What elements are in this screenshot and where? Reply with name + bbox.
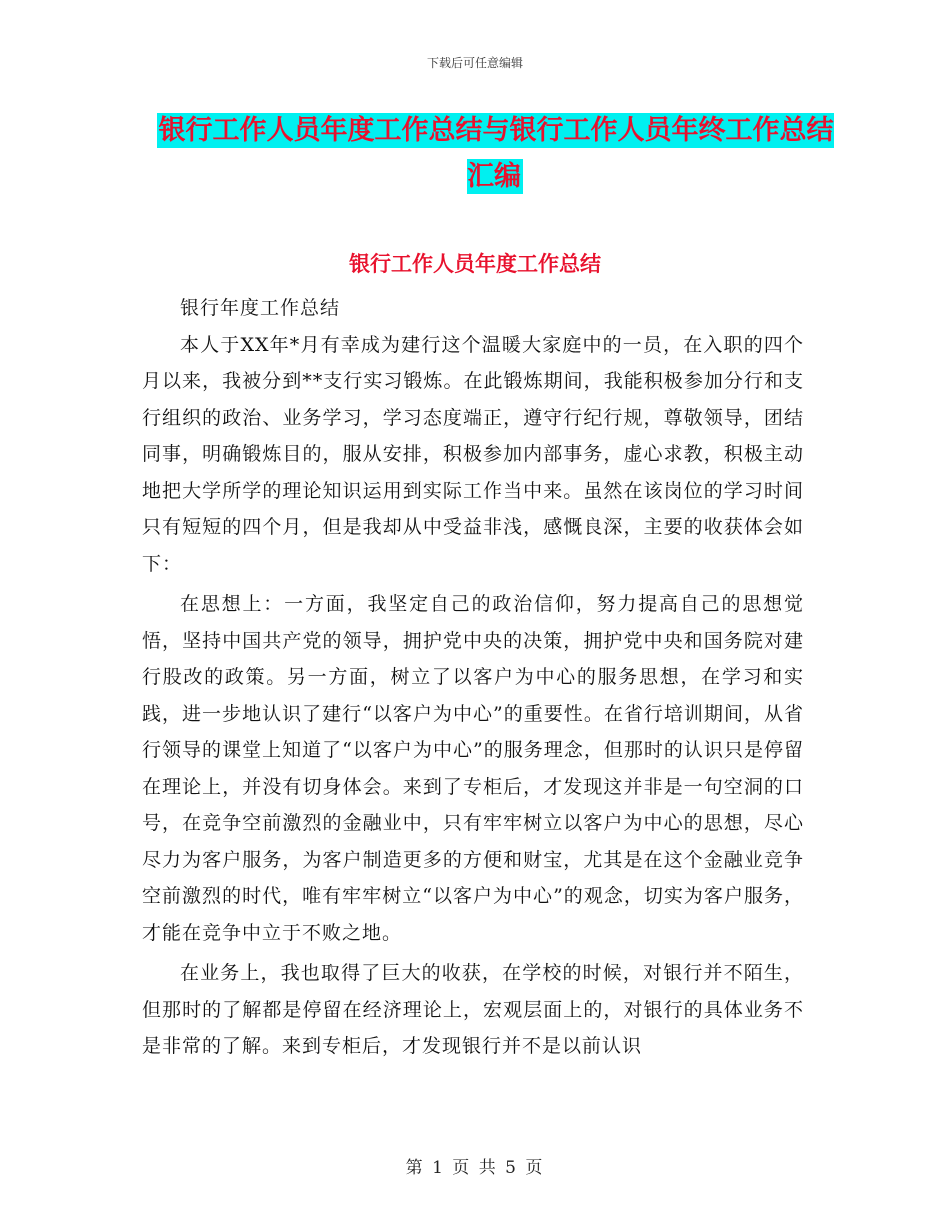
document-title-text: 银行工作人员年度工作总结与银行工作人员年终工作总结汇编 — [158, 115, 834, 192]
paragraph: 在业务上，我也取得了巨大的收获，在学校的时候，对银行并不陌生，但那时的了解都是停留在经济理论上，宏观层面上的，对银行的具体业务不是非常的了解。来到专柜后，才发现银行并不是以前认识 — [142, 962, 804, 1057]
header-note: 下载后可任意编辑 — [426, 56, 523, 70]
paragraph: 在思想上：一方面，我坚定自己的政治信仰，努力提高自己的思想觉悟，坚持中国共产党的领导，拥护党中央的决策，拥护党中央和国务院对建行股改的政策。另一方面，树立了以客户为中心的服务思想，在学习和实践，进一步地认识了建行“以客户为中心”的重要性。在省行培训期间，从省行领导的课堂上知道了“以客户为中心”的服务理念，但那时的认识只是停留在理论上，并没有切身体会。来到了专柜后，才发现这并非是一句空洞的口号，在竞争空前激烈的金融业中，只有牢牢树立以客户为中心的思想，尽心尽力为客户服务，为客户制造更多的方便和财宝，尤其是在这个金融业竞争空前激烈的时代，唯有牢牢树立“以客户为中心”的观念，切实为客户服务，才能在竞争中立于不败之地。 — [142, 593, 804, 944]
document-title — [150, 108, 840, 200]
section-title: 银行工作人员年度工作总结 — [349, 252, 601, 276]
page-number: 第 1 页 共 5 页 — [405, 1158, 545, 1178]
paragraph: 本人于XX年*月有幸成为建行这个温暖大家庭中的一员，在入职的四个月以来，我被分到**支行实习锻炼。在此锻炼期间，我能积极参加分行和支行组织的政治、业务学习，学习态度端正，遵守行纪行规，尊敬领导，团结同事，明确锻炼目的，服从安排，积极参加内部事务，虚心求教，积极主动地把大学所学的理论知识运用到实际工作当中来。虽然在该岗位的学习时间只有短短的四个月，但是我却从中受益非浅，感慨良深，主要的收获体会如下： — [142, 333, 804, 575]
paragraph-subtitle: 银行年度工作总结 — [180, 297, 341, 319]
document-body — [142, 290, 804, 1065]
